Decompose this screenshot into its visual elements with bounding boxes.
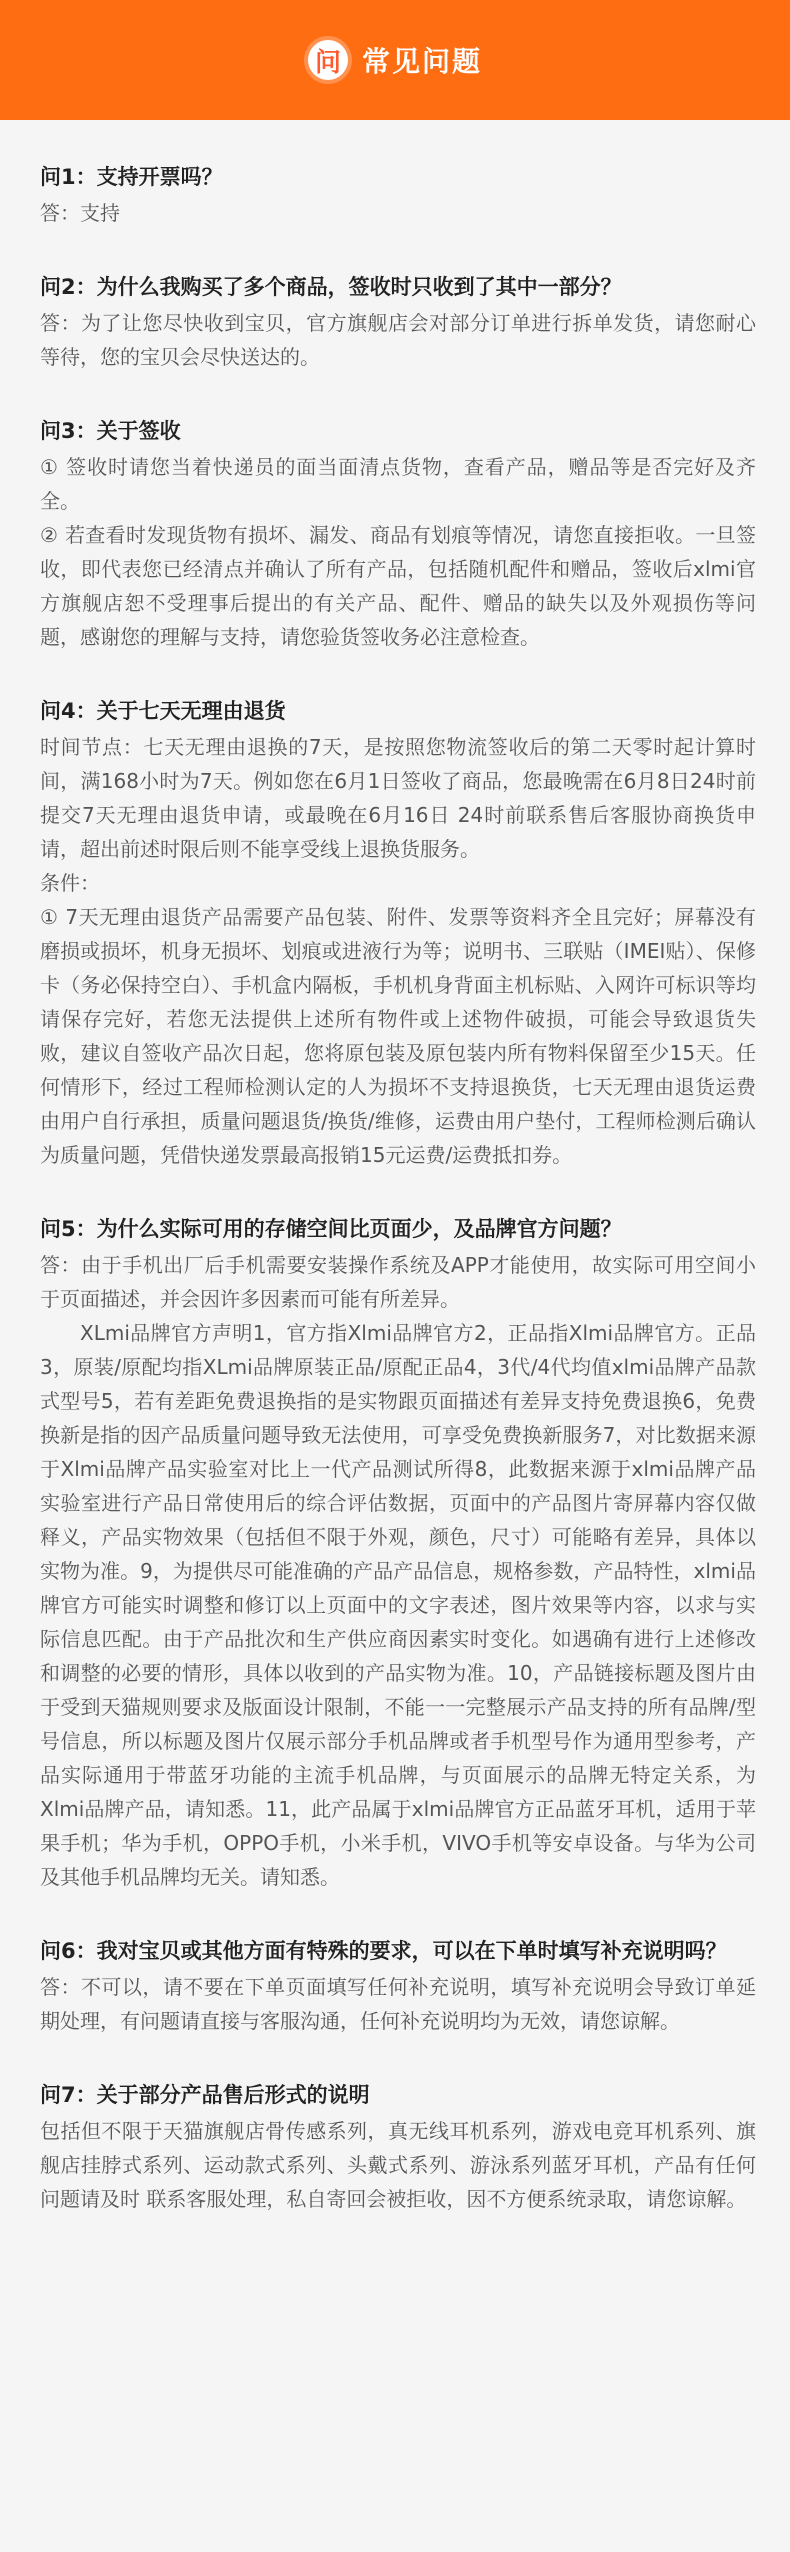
question-text: 问6：我对宝贝或其他方面有特殊的要求，可以在下单时填写补充说明吗？: [40, 1939, 727, 1963]
page-header: [0, 0, 790, 120]
answer-text: XLmi品牌官方声明1，官方指Xlmi品牌官方2，正品指Xlmi品牌官方。正品3，原装/原配均指XLmi品牌原装正品/原配正品4，3代/4代均值xlmi品牌产品款式型号5，若有差距免费退换指的是实物跟页面描述有差异支持免费退换6，免费换新是指的因产品质量问题导致无法使用，可享受免费换新服务7，对比数据来源于Xlmi品牌产品实验室对比上一代产品测试所得8，此数据来源于xlmi品牌产品实验室进行产品日常使用后的综合评估数据，页面中的产品图片寄屏幕内容仅做释义，产品实物效果（包括但不限于外观，颜色，尺寸）可能略有差异，具体以实物为准。9，为提供尽可能准确的产品产品信息，规格参数，产品特性，xlmi品牌官方可能实时调整和修订以上页面中的文字表述，图片效果等内容，以求与实际信息匹配。由于产品批次和生产供应商因素实时变化。如遇确有进行上述修改和调整的必要的情形，具体以收到的产品实物为准。10，产品链接标题及图片由于受到天猫规则要求及版面设计限制，不能一一完整展示产品支持的所有品牌/型号信息，所以标题及图片仅展示部分手机品牌或者手机型号作为通用型参考，产品实际通用于带蓝牙功能的主流手机品牌，与页面展示的品牌无特定关系，为Xlmi品牌产品，请知悉。11，此产品属于xlmi品牌官方正品蓝牙耳机，适用于苹果手机；华为手机，OPPO手机，小米手机，VIVO手机等安卓设备。与华为公司及其他手机品牌均无关。请知悉。: [40, 1321, 756, 1889]
answer-text: 答：支持: [40, 201, 120, 225]
answer-text: 答：由于手机出厂后手机需要安装操作系统及APP才能使用，故实际可用空间小于页面描述，并会因许多因素而可能有所差异。: [40, 1253, 756, 1311]
answer-text: 条件：: [40, 871, 100, 895]
question-text: 问3：关于签收: [40, 419, 181, 443]
answer-text: 时间节点：七天无理由退换的7天，是按照您物流签收后的第二天零时起计算时间，满168小时为7天。例如您在6月1日签收了商品，您最晚需在6月8日24时前提交7天无理由退货申请，或最晚在6月16日 24时前联系售后客服协商换货申请，超出前述时限后则不能享受线上退换货服务。: [40, 735, 756, 861]
faq-item-2: [40, 270, 756, 374]
answer-text: ① 签收时请您当着快递员的面当面清点货物，查看产品，赠品等是否完好及齐全。: [40, 455, 756, 513]
answer-text: 答：不可以，请不要在下单页面填写任何补充说明，填写补充说明会导致订单延期处理，有问题请直接与客服沟通，任何补充说明均为无效，请您谅解。: [40, 1975, 756, 2033]
question-text: 问7：关于部分产品售后形式的说明: [40, 2083, 370, 2107]
question-bubble-icon: 问: [308, 40, 348, 80]
faq-item-3: [40, 414, 756, 654]
question-text: 问1：支持开票吗？: [40, 165, 223, 189]
answer-text: 包括但不限于天猫旗舰店骨传感系列，真无线耳机系列，游戏电竞耳机系列、旗舰店挂脖式系列、运动款式系列、头戴式系列、游泳系列蓝牙耳机，产品有任何问题请及时 联系客服处理，私自寄回会被拒收，因不方便系统录取，请您谅解。: [40, 2119, 756, 2211]
question-text: 问2：为什么我购买了多个商品，签收时只收到了其中一部分？: [40, 275, 622, 299]
question-text: 问5：为什么实际可用的存储空间比页面少，及品牌官方问题？: [40, 1217, 622, 1241]
answer-text: 答：为了让您尽快收到宝贝，官方旗舰店会对部分订单进行拆单发货，请您耐心等待，您的宝贝会尽快送达的。: [40, 311, 756, 369]
answer-text: ② 若查看时发现货物有损坏、漏发、商品有划痕等情况，请您直接拒收。一旦签收，即代表您已经清点并确认了所有产品，包括随机配件和赠品，签收后xlmi官方旗舰店恕不受理事后提出的有关产品、配件、赠品的缺失以及外观损伤等问题，感谢您的理解与支持，请您验货签收务必注意检查。: [40, 523, 756, 649]
faq-item-1: [40, 160, 756, 230]
question-text: 问4：关于七天无理由退货: [40, 699, 286, 723]
page-title: 常见问题: [361, 45, 482, 78]
answer-text: ① 7天无理由退货产品需要产品包装、附件、发票等资料齐全且完好；屏幕没有磨损或损坏，机身无损坏、划痕或进液行为等；说明书、三联贴（IMEI贴）、保修卡（务必保持空白）、手机盒内隔板，手机机身背面主机标贴、入网许可标识等均请保存完好，若您无法提供上述所有物件或上述物件破损，可能会导致退货失败，建议自签收产品次日起，您将原包装及原包装内所有物料保留至少15天。任何情形下，经过工程师检测认定的人为损坏不支持退换货，七天无理由退货运费由用户自行承担，质量问题退货/换货/维修，运费由用户垫付，工程师检测后确认为质量问题，凭借快递发票最高报销15元运费/运费抵扣券。: [40, 905, 756, 1167]
faq-item-7: [40, 2078, 756, 2216]
faq-item-5: [40, 1212, 756, 1894]
faq-item-4: [40, 694, 756, 1172]
faq-item-6: [40, 1934, 756, 2038]
faq-list: [0, 120, 790, 2216]
